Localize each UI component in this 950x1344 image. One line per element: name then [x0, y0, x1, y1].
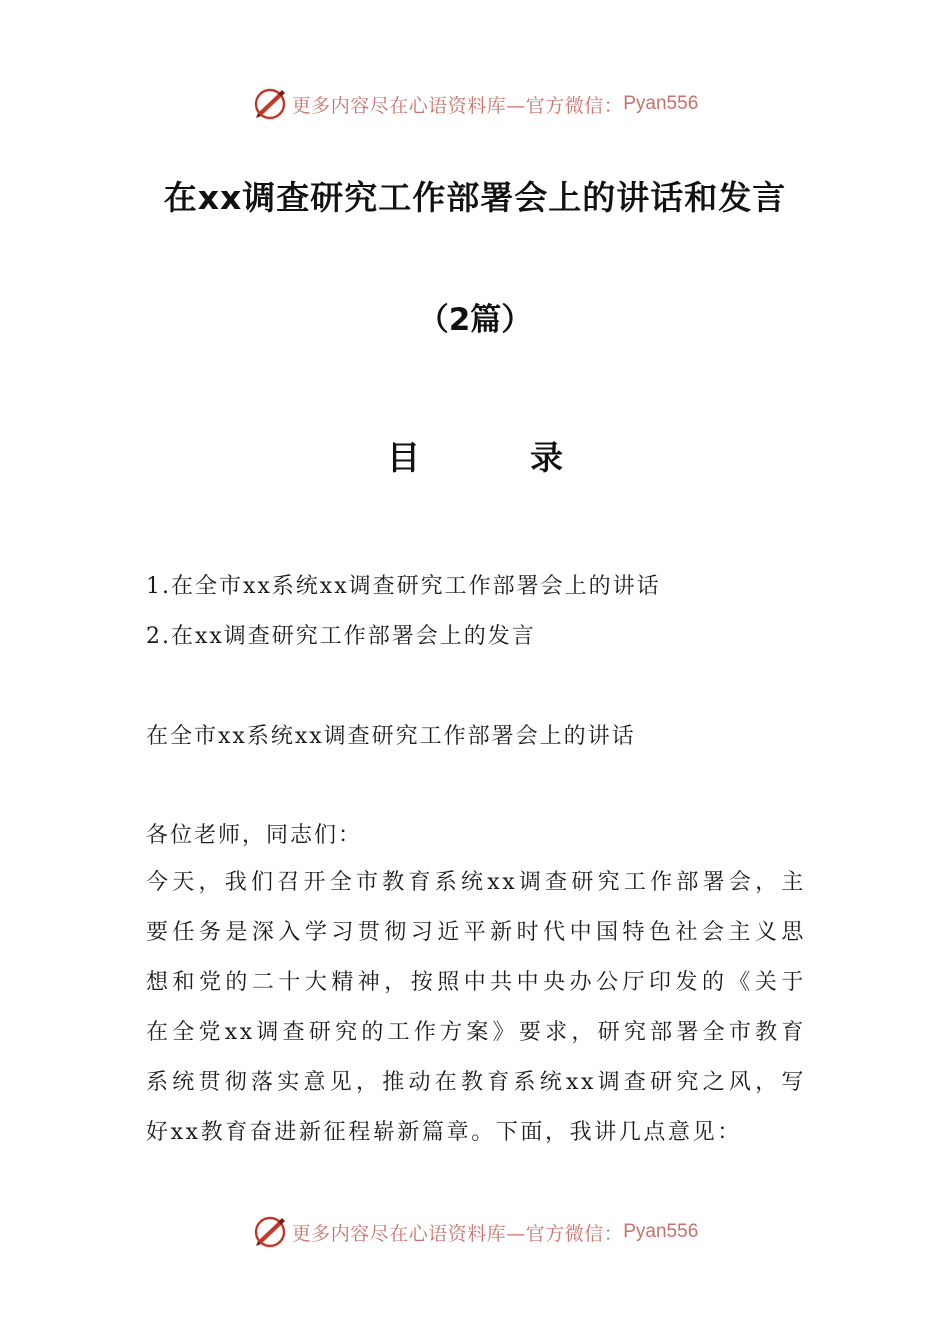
banner-text: 更多内容尽在心语资料库—官方微信： [291, 1222, 624, 1245]
paragraph-line-3: 想和党的二十大精神，按照中共中央办公厅印发的《关于 [146, 970, 806, 995]
body-paragraph [146, 858, 806, 1158]
paragraph-line-1: 今天，我们召开全市教育系统xx调查研究工作部署会，主 [146, 870, 806, 895]
banner-wechat-id: Pyan556 [623, 1221, 699, 1242]
toc-heading-left: 目 [387, 438, 420, 477]
section-title: 在全市xx系统xx调查研究工作部署会上的讲话 [146, 724, 636, 749]
header-watermark-banner [0, 84, 950, 124]
toc-item-1: 1.在全市xx系统xx调查研究工作部署会上的讲话 [146, 574, 661, 599]
pen-in-circle-logo-icon [252, 1214, 288, 1250]
paragraph-line-6: 好xx教育奋进新征程崭新篇章。下面，我讲几点意见： [146, 1120, 742, 1145]
paragraph-line-4: 在全党xx调查研究的工作方案》要求，研究部署全市教育 [146, 1020, 806, 1045]
paragraph-line-5: 系统贯彻落实意见，推动在教育系统xx调查研究之风，写 [146, 1070, 806, 1095]
footer-watermark-banner [0, 1212, 950, 1252]
document-subtitle: （2篇） [417, 302, 533, 338]
toc-heading-right: 录 [530, 438, 563, 477]
document-title: 在xx调查研究工作部署会上的讲话和发言 [163, 178, 787, 217]
paragraph-line-2: 要任务是深入学习贯彻习近平新时代中国特色社会主义思 [146, 920, 806, 945]
toc-heading [0, 432, 950, 479]
banner-text: 更多内容尽在心语资料库—官方微信： [291, 94, 624, 117]
pen-in-circle-logo-icon [252, 86, 288, 122]
salutation: 各位老师，同志们： [146, 823, 363, 848]
toc-item-2: 2.在xx调查研究工作部署会上的发言 [146, 624, 536, 649]
banner-wechat-id: Pyan556 [623, 93, 699, 114]
